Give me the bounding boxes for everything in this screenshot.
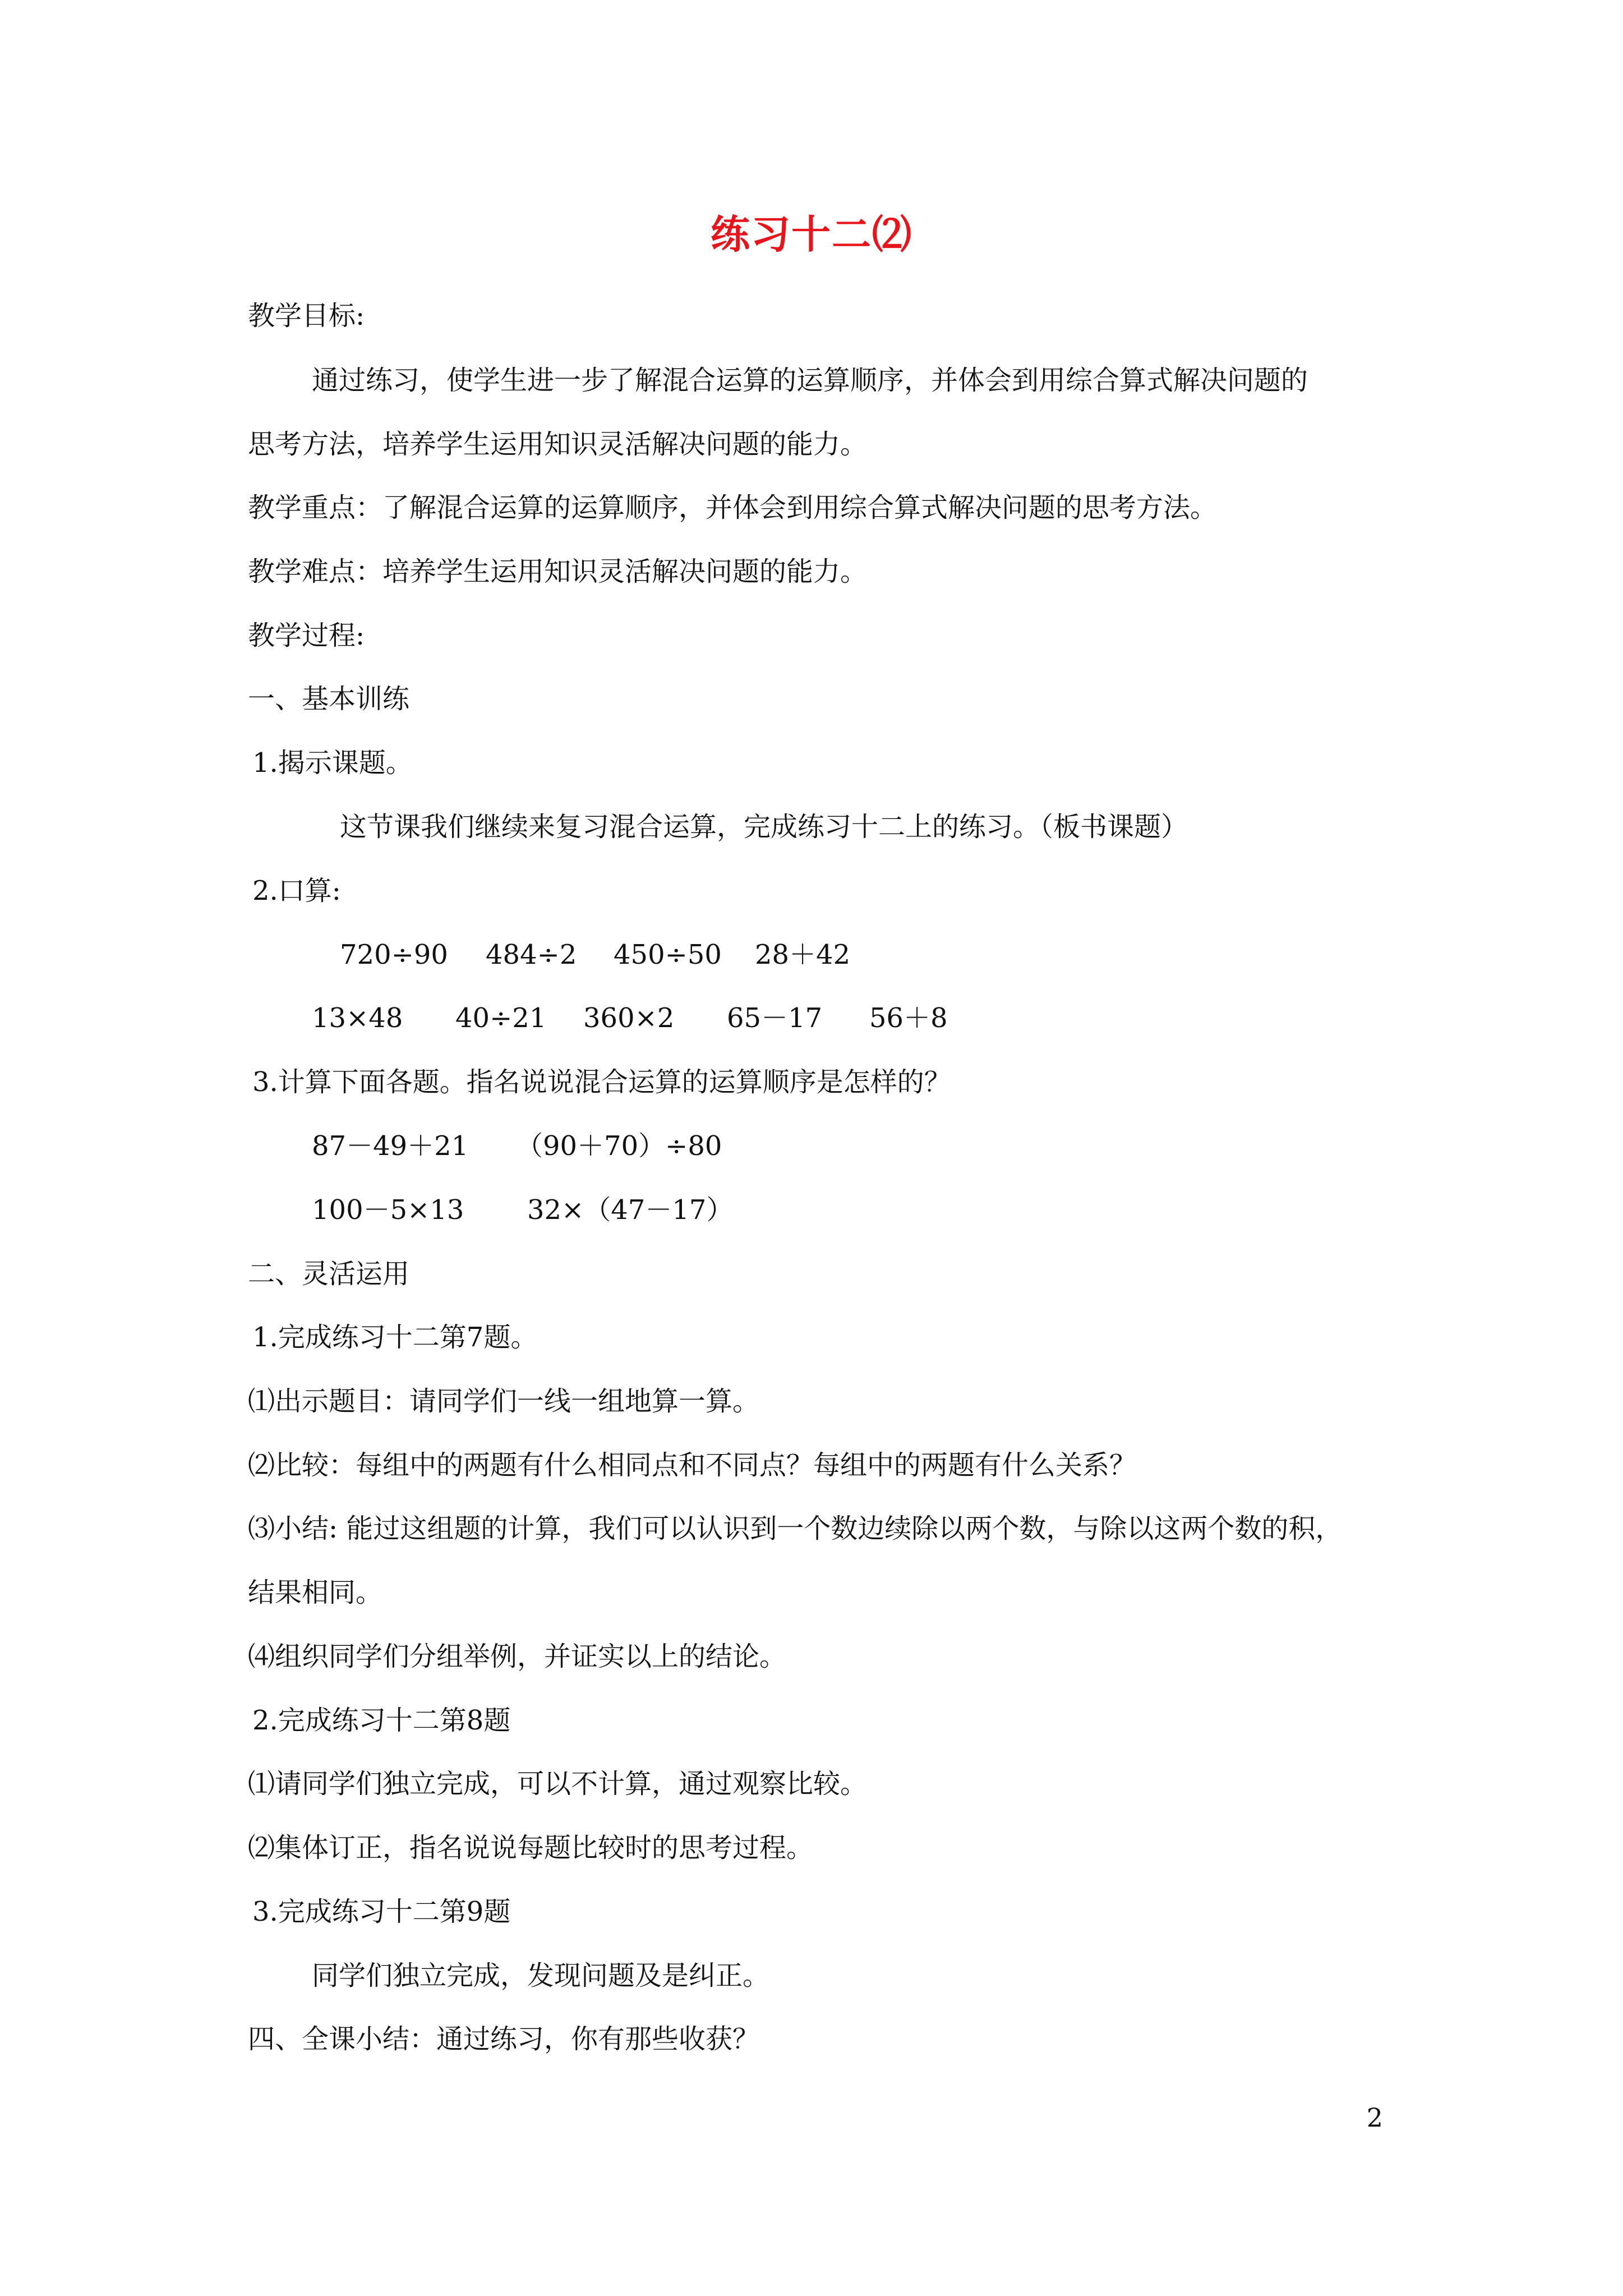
- calc-expression: 100－5×13: [312, 1194, 464, 1226]
- teaching-goal-label: 教学目标:: [248, 300, 365, 332]
- oral-expression: 360×2: [583, 1002, 675, 1034]
- exercise-7-step-2: ⑵比较：每组中的两题有什么相同点和不同点？每组中的两题有什么关系？: [248, 1450, 1137, 1481]
- difficulty-line: 教学难点：培养学生运用知识灵活解决问题的能力。: [248, 556, 868, 587]
- exercise-9-body: 同学们独立完成，发现问题及是纠正。: [312, 1960, 770, 1991]
- exercise-8-step-1: ⑴请同学们独立完成，可以不计算，通过观察比较。: [248, 1768, 868, 1800]
- item-exercise-7: 1.完成练习十二第7题。: [252, 1322, 538, 1353]
- item-exercise-9: 3.完成练习十二第9题: [252, 1896, 511, 1927]
- teaching-goal-line-1: 通过练习，使学生进一步了解混合运算的运算顺序，并体会到用综合算式解决问题的: [312, 365, 1308, 396]
- oral-expression: 13×48: [312, 1002, 403, 1034]
- oral-expression: 56＋8: [869, 1002, 948, 1034]
- section-summary: 四、全课小结：通过练习，你有那些收获？: [248, 2023, 760, 2055]
- oral-expression: 484÷2: [486, 939, 577, 970]
- oral-expression: 720÷90: [340, 939, 448, 970]
- section-basic-training: 一、基本训练: [248, 683, 410, 715]
- oral-expression: 450÷50: [614, 939, 722, 970]
- calc-expression: （90＋70）÷80: [516, 1130, 722, 1162]
- item-oral-calc: 2.口算:: [252, 875, 341, 907]
- exercise-7-step-3-cont: 结果相同。: [248, 1577, 383, 1608]
- process-label: 教学过程:: [248, 620, 365, 651]
- exercise-7-step-1: ⑴出示题目：请同学们一线一组地算一算。: [248, 1386, 760, 1417]
- item-reveal-topic: 1.揭示课题。: [252, 747, 413, 779]
- calc-expression: 32×（47－17）: [527, 1194, 734, 1226]
- oral-expression: 28＋42: [755, 939, 851, 970]
- calc-expression: 87－49＋21: [312, 1130, 469, 1162]
- document-title: 练习十二⑵: [711, 211, 912, 257]
- teaching-goal-line-2: 思考方法，培养学生运用知识灵活解决问题的能力。: [248, 429, 868, 460]
- page-number: 2: [1366, 2102, 1383, 2133]
- item-reveal-topic-body: 这节课我们继续来复习混合运算，完成练习十二上的练习。（板书课题）: [340, 811, 1188, 843]
- exercise-7-step-3: ⑶小结: 能过这组题的计算，我们可以认识到一个数边续除以两个数，与除以这两个数的积，: [248, 1513, 1343, 1544]
- item-exercise-8: 2.完成练习十二第8题: [252, 1705, 511, 1736]
- exercise-7-step-4: ⑷组织同学们分组举例，并证实以上的结论。: [248, 1641, 787, 1672]
- exercise-8-step-2: ⑵集体订正，指名说说每题比较时的思考过程。: [248, 1832, 814, 1864]
- key-point-line: 教学重点：了解混合运算的运算顺序，并体会到用综合算式解决问题的思考方法。: [248, 492, 1218, 523]
- item-calculate: 3.计算下面各题。指名说说混合运算的运算顺序是怎样的？: [252, 1066, 951, 1098]
- section-flexible-use: 二、灵活运用: [248, 1258, 410, 1290]
- oral-expression: 40÷21: [455, 1002, 547, 1034]
- oral-expression: 65－17: [727, 1002, 823, 1034]
